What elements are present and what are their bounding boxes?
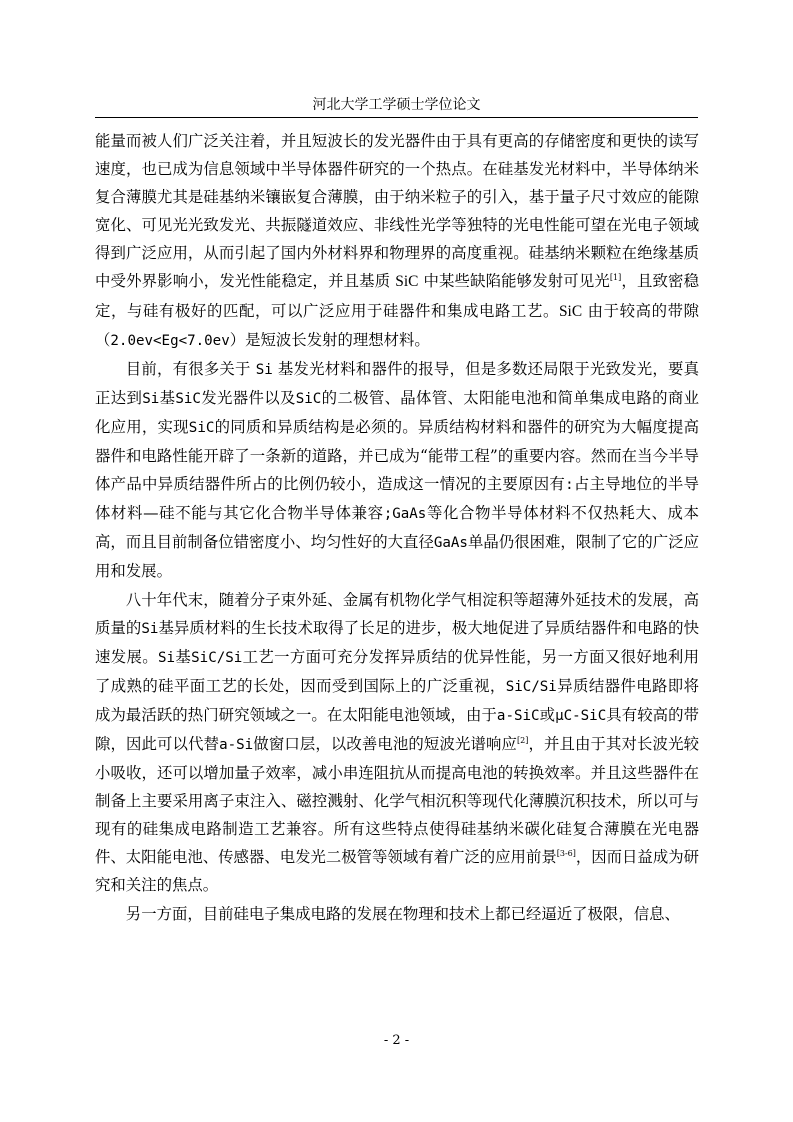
running-header: 河北大学工学硕士学位论文 [312, 97, 481, 113]
paragraph-2 [95, 355, 699, 586]
text-run: 另一方面，目前硅电子集成电路的发展在物理和技术上都已经逼近了极限，信息、 [125, 904, 680, 923]
text-run: 或 [539, 705, 556, 724]
text-run: 等化合物半导体材料不仅热耗大、成本高，而且目前制备位错密度小、均匀性好的大直径 [95, 504, 699, 552]
paragraph-4 [95, 900, 699, 928]
term-text: Si [255, 361, 273, 378]
text-run: 单晶仍很困难，限制了它的广泛应用和发展。 [95, 533, 699, 581]
text-run: 异质结器件电路即将成为最活跃的热门研究领域之一。在太阳能电池领域，由于 [95, 676, 699, 724]
text-run: 占主导地位的半导体材料—硅不能与其它化合物半导体兼容 [95, 475, 699, 523]
term-text: μC-SiC [555, 707, 607, 724]
text-run: 基异质材料的生长技术取得了长足的进步，极大地促进了异质结器件和电路的快速发展。 [95, 618, 699, 666]
text-run: 八十年代末，随着分子束外延、金属有机物化学气相淀积等超薄外延技术的发展，高质量的 [95, 590, 699, 637]
text-run: 目前，有很多关于 [125, 359, 256, 378]
term-text: SiC/Si [191, 649, 243, 666]
text-run: 能量而被人们广泛关注着，并且短波长的发光器件由于具有更高的存储密度和更快的读写速度，也已成为信息领域中半导体器件研究的一个热点。在硅基发光材料中，半导体纳米复合薄膜尤其是硅基纳米镶嵌复合薄膜，由于纳米粒子的引入，基于量子尺寸效应的能隙宽化、可见光光致发光、共振隧道效应、非线性光学等独特的光电性能可望在光电子领域得到广泛应用，从而引起了国内外材料界和物理界的高度重视。硅基纳米颗粒在绝缘基质中受外界影响小，发光性能稳定，并且基质 [95, 132, 699, 291]
term-text: a-SiC [496, 707, 540, 724]
text-run: 的同质和异质结构是必须的。异质结构材料和器件的研究为大幅度提高器件和电路性能开辟了一条新的道路，并已成为“能带工程”的重要内容。然而在当今半导体产品中异质结器件所占的比例仍较小，造成这一情况的主要原因有 [95, 417, 699, 494]
term-text: SiC [395, 273, 419, 291]
text-run: ，并且由于其对长波光较小吸收，还可以增加量子效率，减小串连阻抗从而提高电池的转换效率。并且这些器件在制备上主要采用离子束注入、磁控溅射、化学气相沉积等现代化薄膜沉积技术，所以可与现有的硅集成电路制造工艺兼容。所有这些特点使得硅基纳米碳化硅复合薄膜在光电器件、太阳能电池、传感器、电发光二极管等领域有着广泛的应用前景 [95, 734, 699, 867]
term-text: SiC [558, 302, 583, 320]
term-text: ;GaAs [383, 506, 427, 523]
text-run: 基发光材料和器件的报导，但是多数还局限于光致发光，要真正达到 [95, 359, 699, 407]
citation-ref: [2] [517, 735, 529, 745]
body-text [95, 127, 699, 928]
citation-ref: [3-6] [556, 849, 576, 859]
term-text: 2.0ev<Eg<7.0ev [110, 332, 230, 349]
paragraph-3 [95, 586, 699, 900]
term-text: SiC [188, 419, 215, 436]
term-text: GaAs [433, 535, 468, 552]
term-text: a-Si [219, 736, 254, 753]
text-run: 具有较高的带隙，因此可以代替 [95, 705, 699, 753]
text-run: 工艺一方面可充分发挥异质结的优异性能，另一方面又很好地利用了成熟的硅平面工艺的长处，因而受到国际上的广泛重视， [95, 647, 699, 695]
term-text: SiC [175, 390, 201, 407]
term-text: SiC [295, 390, 322, 407]
page-number: - 2 - [383, 1033, 410, 1048]
header-rule [95, 117, 698, 118]
text-run: 基 [159, 388, 176, 407]
text-run: 发光器件以及 [200, 388, 296, 407]
citation-ref: [1] [609, 273, 622, 283]
term-text: Si [141, 620, 159, 637]
text-run: 的二极管、晶体管、太阳能电池和简单集成电路的商业化应用，实现 [95, 388, 699, 436]
text-run: 做窗口层，以改善电池的短波光谱响应 [253, 734, 517, 753]
text-run: ）是短波长发射的理想材料。 [229, 330, 430, 349]
text-run: 中某些缺陷能够发射可见光 [418, 272, 610, 291]
paragraph-1 [95, 127, 699, 355]
term-text: : [565, 477, 574, 494]
text-run: ，因而日益成为研究和关注的焦点。 [95, 848, 699, 895]
text-run: 基 [175, 647, 192, 666]
term-text: SiC/Si [505, 678, 557, 695]
term-text: Si [158, 649, 176, 666]
text-run: 由于较高的带隙（ [95, 301, 699, 349]
term-text: Si [142, 390, 160, 407]
text-run: ，且致密稳定，与硅有极好的匹配，可以广泛应用于硅器件和集成电路工艺。 [95, 272, 699, 320]
